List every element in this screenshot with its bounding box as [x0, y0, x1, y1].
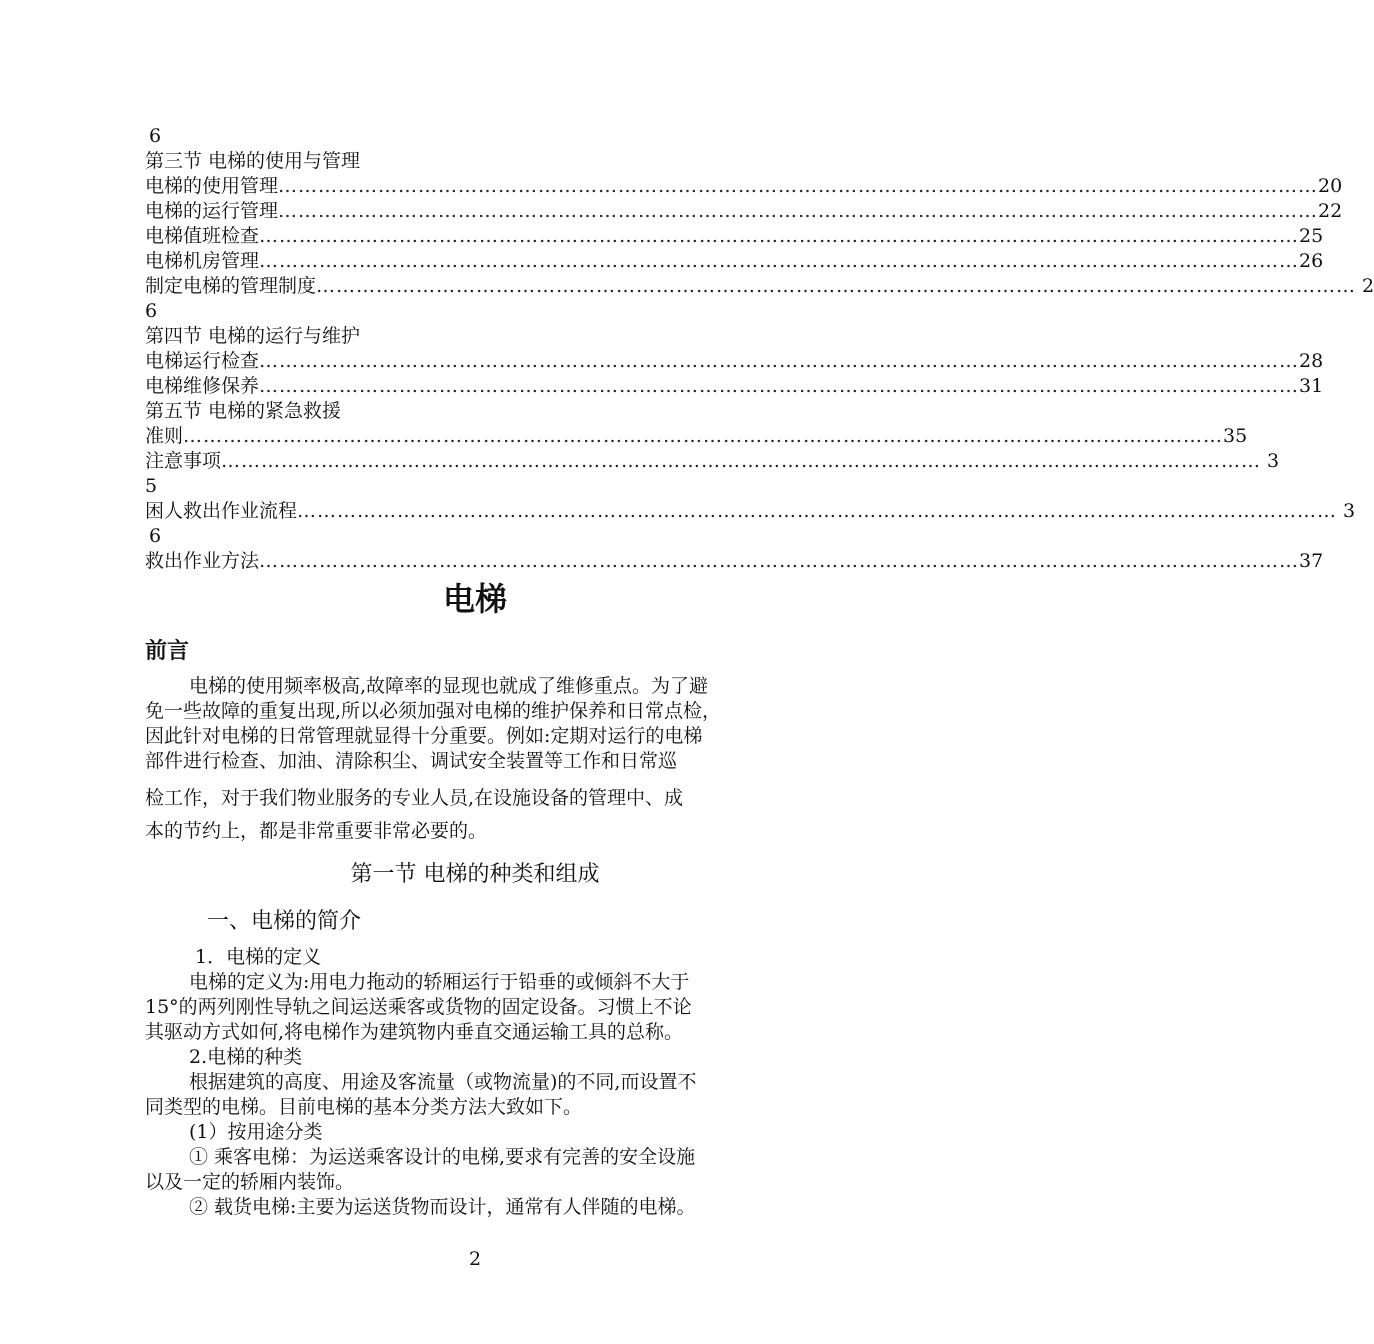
toc-section-3-heading[interactable]: 第三节 电梯的使用与管理 — [145, 150, 361, 172]
toc-entry-page: 2 — [1362, 275, 1374, 297]
toc-entry-page: 37 — [1299, 550, 1324, 572]
table-of-contents — [145, 124, 1374, 574]
toc-page-continuation: 6 — [149, 525, 162, 547]
toc-entry-page: 31 — [1299, 375, 1324, 397]
toc-entry[interactable] — [145, 174, 1343, 199]
toc-entry[interactable] — [145, 199, 1343, 224]
toc-entry[interactable] — [145, 274, 1374, 299]
page-number: 2 — [468, 1248, 482, 1270]
toc-section-5-heading[interactable]: 第五节 电梯的紧急救援 — [145, 400, 342, 422]
toc-entry-title: 电梯维修保养 — [145, 375, 260, 397]
toc-leader-dots: ………………………………………………………………………………………………………………………………………… — [316, 275, 1357, 297]
preface-line: 电梯的使用频率极高,故障率的显现也就成了维修重点。为了避 — [189, 675, 709, 697]
preface-line: 部件进行检查、加油、清除积尘、调试安全装置等工作和日常巡 — [145, 750, 678, 772]
list-item: ② 载货电梯:主要为运送货物而设计，通常有人伴随的电梯。 — [189, 1196, 696, 1218]
toc-entry-page: 35 — [1223, 425, 1248, 447]
toc-leader-dots: ………………………………………………………………………………………………………………………………………… — [297, 500, 1338, 522]
toc-entry[interactable] — [145, 424, 1248, 449]
toc-leader-dots: ………………………………………………………………………………………………………………………………………… — [278, 175, 1319, 197]
body-line: 其驱动方式如何,将电梯作为建筑物内垂直交通运输工具的总称。 — [145, 1021, 684, 1043]
toc-page-continuation: 5 — [145, 475, 158, 497]
toc-entry[interactable] — [145, 449, 1280, 474]
body-line: 电梯的定义为:用电力拖动的轿厢运行于铅垂的或倾斜不大于 — [189, 971, 690, 993]
toc-entry-title: 电梯机房管理 — [145, 250, 260, 272]
toc-entry-title: 制定电梯的管理制度 — [145, 275, 317, 297]
toc-entry[interactable] — [145, 499, 1356, 524]
toc-entry-page: 20 — [1318, 175, 1343, 197]
section-1-heading: 第一节 电梯的种类和组成 — [350, 862, 600, 887]
toc-leader-dots: ………………………………………………………………………………………………………………………………………… — [259, 550, 1300, 572]
toc-entry-page: 26 — [1299, 250, 1324, 272]
toc-entry-title: 电梯值班检查 — [145, 225, 260, 247]
toc-entry-title: 电梯的使用管理 — [145, 175, 279, 197]
toc-leader-dots: ………………………………………………………………………………………………………………………………………… — [259, 250, 1300, 272]
toc-section-4-heading[interactable]: 第四节 电梯的运行与维护 — [145, 325, 361, 347]
list-item: ① 乘客电梯：为运送乘客设计的电梯,要求有完善的安全设施 — [189, 1146, 696, 1168]
preface-paragraph-continued — [145, 782, 807, 848]
toc-entry-title: 电梯运行检查 — [145, 350, 260, 372]
toc-entry[interactable] — [145, 224, 1324, 249]
toc-entry[interactable] — [145, 374, 1324, 399]
toc-entry-title: 电梯的运行管理 — [145, 200, 279, 222]
toc-entry-page: 3 — [1267, 450, 1280, 472]
toc-entry[interactable] — [145, 349, 1324, 374]
body-line: 15°的两列刚性导轨之间运送乘客或货物的固定设备。习惯上不论 — [145, 996, 692, 1018]
toc-leader-dots: ………………………………………………………………………………………………………………………………………… — [183, 425, 1224, 447]
preface-line: 检工作，对于我们物业服务的专业人员,在设施设备的管理中、成 — [145, 787, 684, 809]
numbered-heading: 1．电梯的定义 — [195, 946, 322, 968]
toc-entry-page: 22 — [1318, 200, 1343, 222]
toc-entry[interactable] — [145, 549, 1324, 574]
document-title: 电梯 — [442, 580, 507, 618]
toc-entry-title: 困人救出作业流程 — [145, 500, 298, 522]
preface-heading: 前言 — [145, 639, 190, 664]
toc-entry-title: 注意事项 — [145, 450, 222, 472]
toc-leader-dots: ………………………………………………………………………………………………………………………………………… — [259, 375, 1300, 397]
body-line: 根据建筑的高度、用途及客流量（或物流量)的不同,而设置不 — [189, 1071, 697, 1093]
toc-page-continuation: 6 — [145, 300, 158, 322]
toc-page-fragment: 6 — [149, 125, 162, 147]
toc-leader-dots: ………………………………………………………………………………………………………………………………………… — [259, 350, 1300, 372]
list-item-continued: 以及一定的轿厢内装饰。 — [145, 1171, 355, 1193]
toc-entry-title: 救出作业方法 — [145, 550, 260, 572]
body-line: 同类型的电梯。目前电梯的基本分类方法大致如下。 — [145, 1096, 583, 1118]
toc-leader-dots: ………………………………………………………………………………………………………………………………………… — [259, 225, 1300, 247]
toc-entry-page: 28 — [1299, 350, 1324, 372]
toc-entry[interactable] — [145, 249, 1324, 274]
toc-leader-dots: ………………………………………………………………………………………………………………………………………… — [278, 200, 1319, 222]
list-heading: (1）按用途分类 — [189, 1121, 323, 1143]
toc-entry-title: 准则 — [145, 425, 184, 447]
toc-entry-page: 25 — [1299, 225, 1324, 247]
preface-line: 免一些故障的重复出现,所以必须加强对电梯的维护保养和日常点检， — [145, 700, 722, 722]
preface-line: 本的节约上，都是非常重要非常必要的。 — [145, 820, 488, 842]
toc-leader-dots: ………………………………………………………………………………………………………………………………………… — [221, 450, 1262, 472]
toc-entry-page: 3 — [1343, 500, 1356, 522]
preface-paragraph — [145, 674, 807, 774]
body-text — [145, 945, 807, 1220]
preface-line: 因此针对电梯的日常管理就显得十分重要。例如:定期对运行的电梯 — [145, 725, 703, 747]
numbered-heading: 2.电梯的种类 — [189, 1046, 303, 1068]
subsection-heading: 一、电梯的简介 — [207, 909, 362, 934]
